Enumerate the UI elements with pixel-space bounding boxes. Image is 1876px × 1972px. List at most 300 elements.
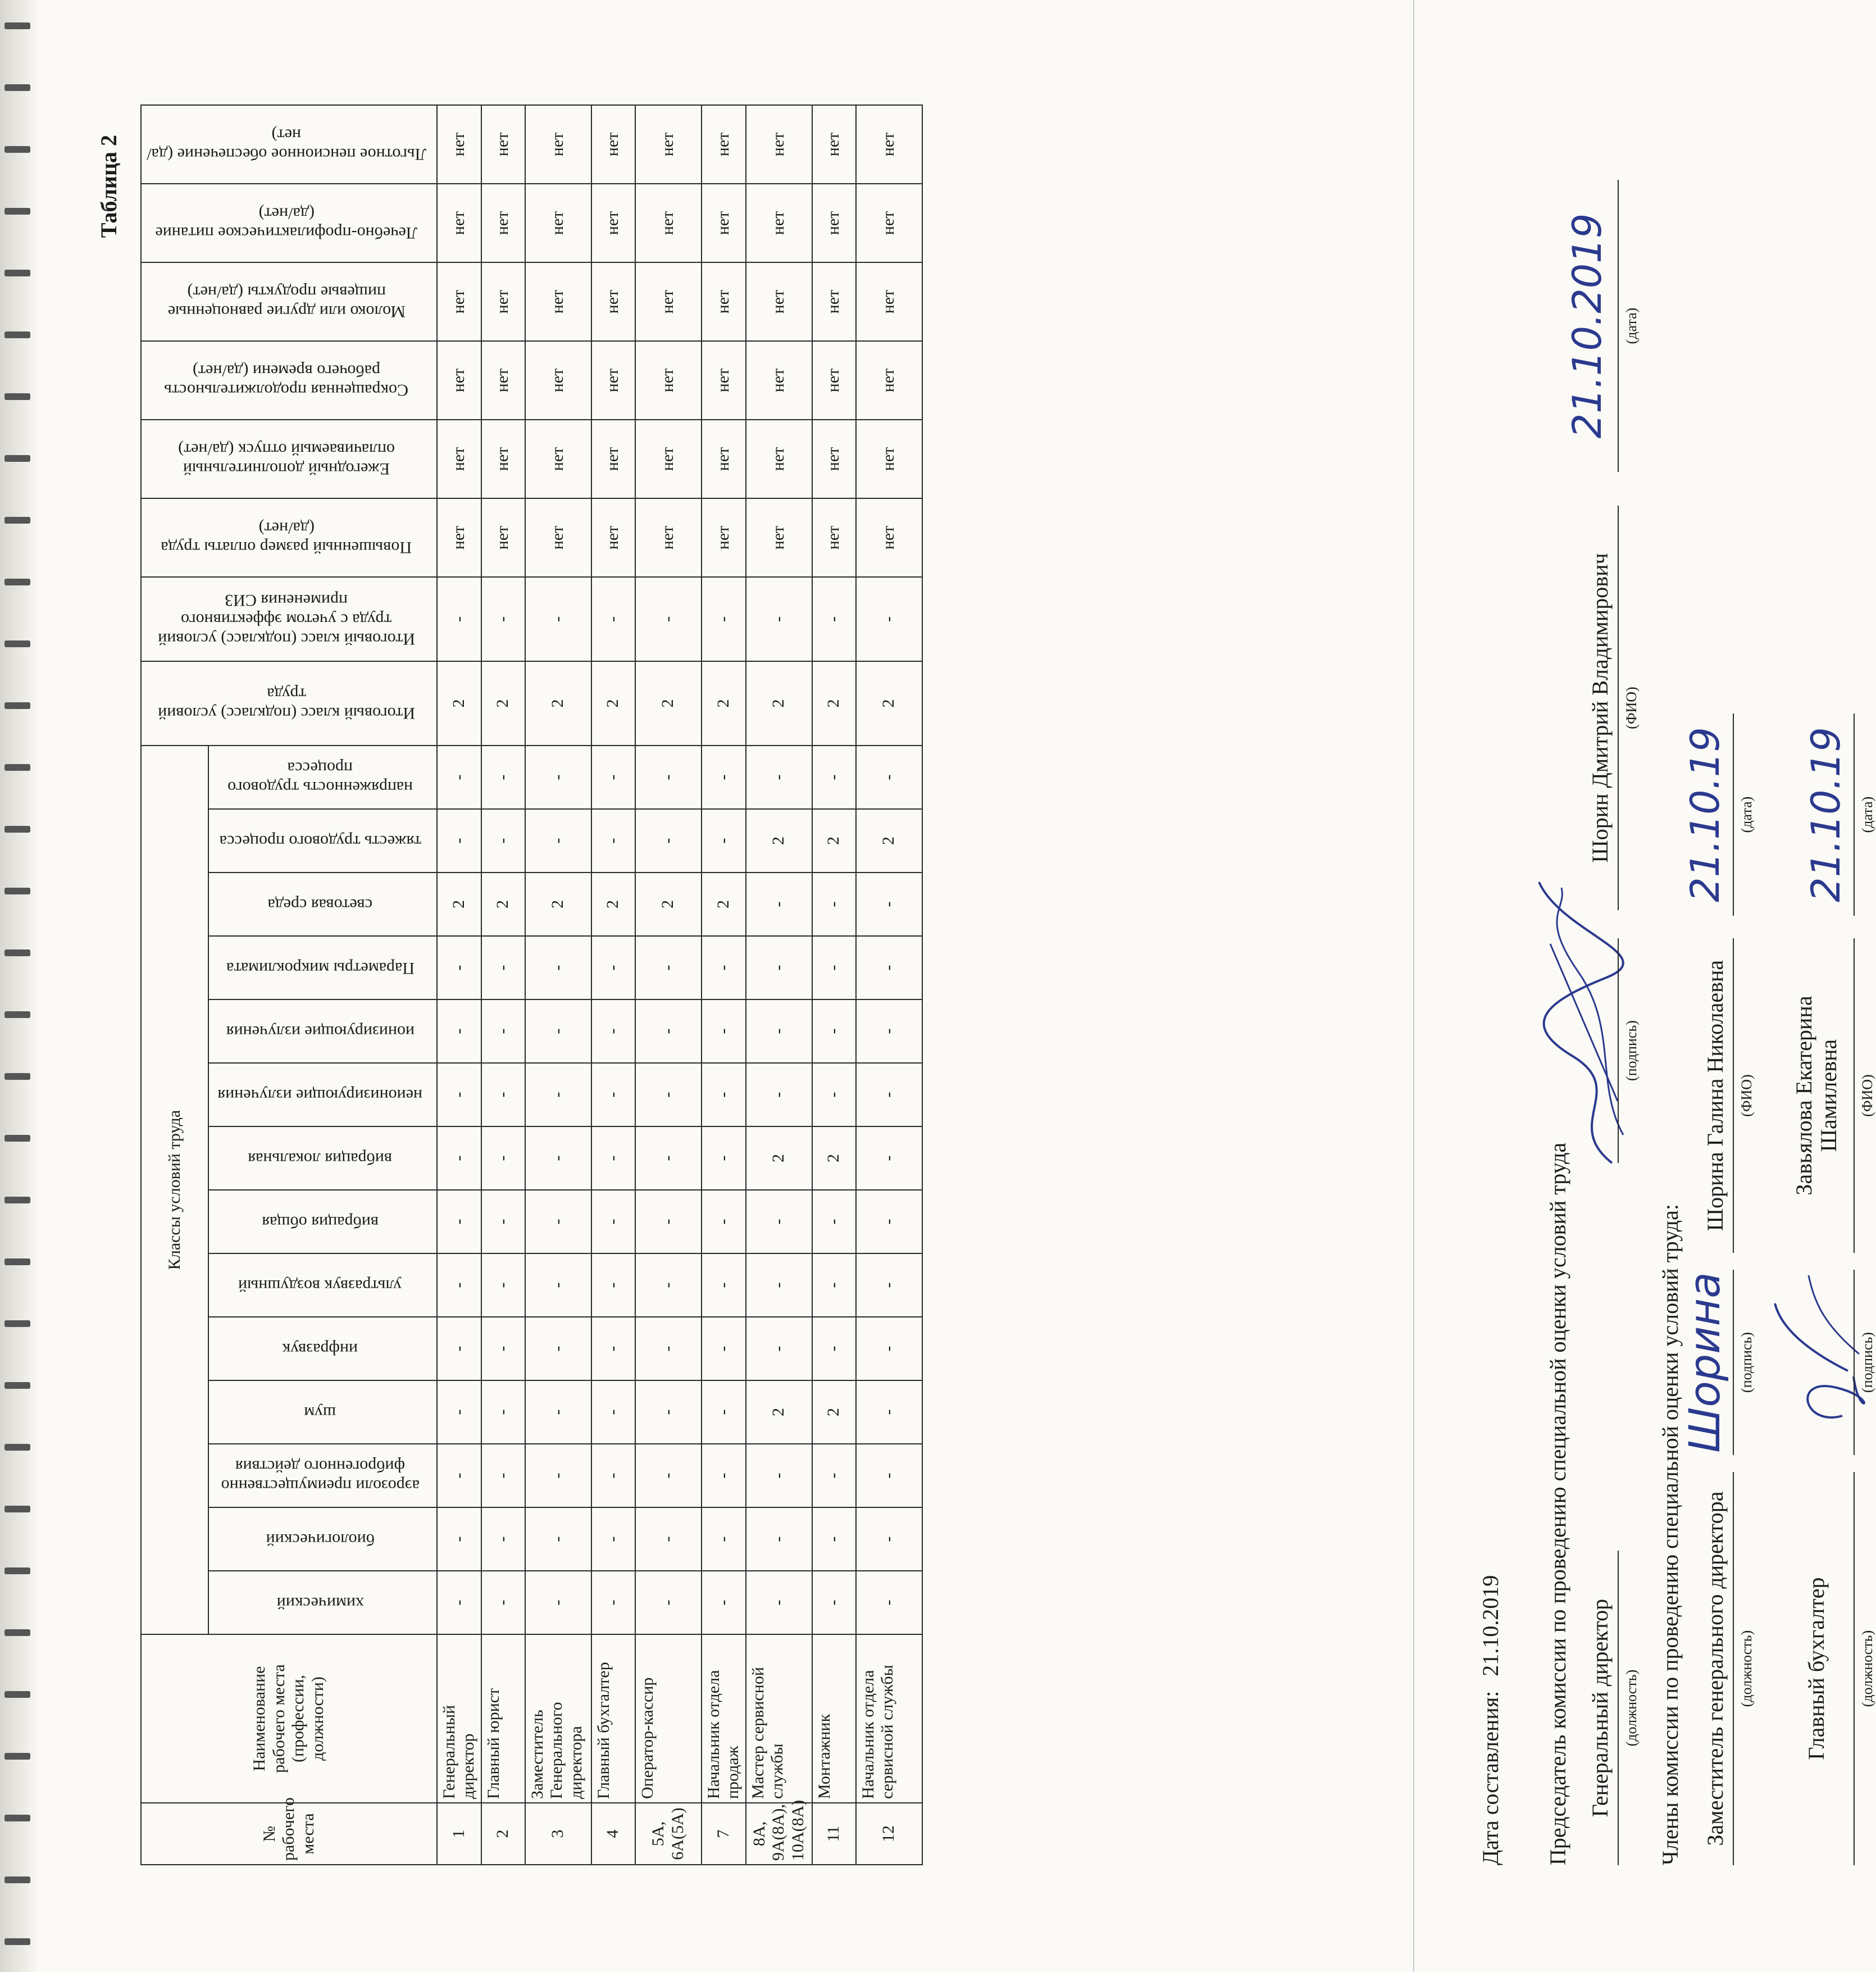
- header-milk: Молоко или другие равноценные пищевые продукты (да/нет): [141, 262, 437, 341]
- cell-factor-class: -: [635, 746, 702, 809]
- header-factor: вибрация локальная: [208, 1126, 437, 1190]
- cell-factor-class: 2: [481, 873, 525, 936]
- cell-extra: нет: [525, 498, 591, 577]
- cell-extra: нет: [812, 184, 856, 262]
- member2-sign-line: [1854, 1270, 1855, 1455]
- cell-extra: нет: [702, 105, 746, 184]
- cell-factor-class: -: [481, 936, 525, 999]
- cell-extra: нет: [525, 420, 591, 498]
- cell-extra: нет: [437, 262, 481, 341]
- cell-extra: нет: [702, 498, 746, 577]
- cell-extra: нет: [437, 105, 481, 184]
- cell-factor-class: 2: [746, 1380, 812, 1444]
- cell-factor-class: -: [856, 1380, 922, 1444]
- cell-workplace-name: Мастер сервисной службы: [746, 1634, 812, 1803]
- cell-factor-class: -: [812, 1444, 856, 1507]
- cell-factor-class: -: [437, 1507, 481, 1571]
- chairman-position-line: [1618, 1551, 1619, 1865]
- member1-sign-line: [1733, 1270, 1734, 1455]
- cell-factor-class: -: [702, 1507, 746, 1571]
- cell-workplace-name: Главный юрист: [481, 1634, 525, 1803]
- header-classes-group: Классы условий труда: [141, 746, 208, 1634]
- cell-factor-class: -: [525, 1126, 591, 1190]
- member2-fio: Завьялова Екатерина Шамилевна: [1791, 996, 1841, 1196]
- header-final-class: Итоговый класс (подкласс) условий труда: [141, 661, 437, 746]
- member1-fio: Шорина Галина Николаевна: [1702, 960, 1728, 1232]
- cell-factor-class: -: [635, 1507, 702, 1571]
- cell-workplace-name: Монтажник: [812, 1634, 856, 1803]
- header-factor: аэрозоли преимущественно фиброгенного действия: [208, 1444, 437, 1507]
- cell-final-class-siz: -: [746, 577, 812, 661]
- chairman-position: Генеральный директор: [1587, 1598, 1613, 1817]
- cell-final-class: 2: [481, 661, 525, 746]
- member2-fio-caption: (ФИО): [1859, 1074, 1875, 1117]
- cell-extra: нет: [702, 184, 746, 262]
- cell-factor-class: -: [702, 1126, 746, 1190]
- cell-final-class: 2: [746, 661, 812, 746]
- cell-factor-class: -: [856, 1190, 922, 1253]
- cell-extra: нет: [481, 105, 525, 184]
- cell-extra: нет: [635, 341, 702, 420]
- cell-factor-class: -: [856, 746, 922, 809]
- chairman-sign-caption: (подпись): [1623, 1020, 1640, 1081]
- header-factor: химический: [208, 1571, 437, 1634]
- table-row: [812, 105, 856, 1865]
- cell-factor-class: -: [702, 1317, 746, 1380]
- cell-factor-class: 2: [812, 1126, 856, 1190]
- cell-factor-class: -: [481, 999, 525, 1063]
- cell-factor-class: -: [591, 1444, 635, 1507]
- header-factor: неионизирующие излучения: [208, 1063, 437, 1126]
- cell-factor-class: 2: [746, 809, 812, 873]
- cell-factor-class: 2: [812, 809, 856, 873]
- cell-factor-class: -: [591, 1571, 635, 1634]
- cell-factor-class: -: [702, 1444, 746, 1507]
- cell-factor-class: -: [702, 746, 746, 809]
- binding-hole: [4, 826, 30, 833]
- member1-fio-line: [1733, 938, 1734, 1253]
- cell-factor-class: 2: [702, 873, 746, 936]
- cell-factor-class: -: [437, 809, 481, 873]
- chairman-heading: Председатель комиссии по проведению специальной оценки условий труда: [1545, 1142, 1570, 1865]
- cell-factor-class: -: [481, 809, 525, 873]
- members-heading: Члены комиссии по проведению специальной оценки условий труда:: [1658, 1204, 1683, 1865]
- cell-factor-class: -: [481, 1571, 525, 1634]
- member1-date-caption: (дата): [1738, 796, 1755, 833]
- member2-sign-caption: (подпись): [1859, 1332, 1875, 1393]
- member2-position-line: [1854, 1472, 1855, 1865]
- cell-factor-class: 2: [591, 873, 635, 936]
- date-label: Дата составления:: [1478, 1691, 1503, 1865]
- cell-factor-class: -: [591, 809, 635, 873]
- cell-extra: нет: [856, 262, 922, 341]
- binding-hole: [4, 949, 30, 956]
- table-row: [856, 105, 922, 1865]
- cell-workplace-no: 4: [591, 1803, 635, 1865]
- cell-factor-class: -: [437, 1571, 481, 1634]
- cell-factor-class: -: [702, 1253, 746, 1317]
- binding-hole: [4, 1135, 30, 1142]
- binding-hole: [4, 517, 30, 524]
- header-factor: тяжесть трудового процесса: [208, 809, 437, 873]
- cell-factor-class: -: [812, 936, 856, 999]
- cell-factor-class: -: [591, 1063, 635, 1126]
- cell-extra: нет: [481, 184, 525, 262]
- cell-final-class: 2: [525, 661, 591, 746]
- cell-final-class-siz: -: [437, 577, 481, 661]
- cell-extra: нет: [746, 420, 812, 498]
- cell-factor-class: -: [481, 1126, 525, 1190]
- cell-factor-class: -: [591, 746, 635, 809]
- binding-hole: [4, 579, 30, 585]
- cell-extra: нет: [812, 262, 856, 341]
- cell-final-class-siz: -: [591, 577, 635, 661]
- cell-extra: нет: [635, 184, 702, 262]
- cell-extra: нет: [635, 498, 702, 577]
- cell-extra: нет: [437, 341, 481, 420]
- scan-binding-strip: [0, 0, 39, 1972]
- member2-position-caption: (должность): [1859, 1630, 1875, 1707]
- cell-factor-class: -: [812, 999, 856, 1063]
- cell-extra: нет: [702, 420, 746, 498]
- binding-hole: [4, 1567, 30, 1574]
- cell-extra: нет: [481, 420, 525, 498]
- cell-factor-class: -: [746, 1507, 812, 1571]
- cell-factor-class: -: [746, 1253, 812, 1317]
- cell-factor-class: -: [635, 999, 702, 1063]
- cell-factor-class: 2: [746, 1126, 812, 1190]
- cell-extra: нет: [591, 105, 635, 184]
- cell-extra: нет: [856, 498, 922, 577]
- header-workplace-name: Наименование рабочего места (профессии, должности): [141, 1634, 437, 1803]
- cell-factor-class: -: [525, 746, 591, 809]
- cell-factor-class: -: [812, 1190, 856, 1253]
- cell-factor-class: -: [635, 1126, 702, 1190]
- cell-workplace-no: 3: [525, 1803, 591, 1865]
- cell-factor-class: -: [812, 1063, 856, 1126]
- cell-factor-class: -: [525, 1507, 591, 1571]
- cell-factor-class: -: [525, 1317, 591, 1380]
- cell-factor-class: -: [746, 1317, 812, 1380]
- cell-factor-class: -: [437, 1444, 481, 1507]
- cell-factor-class: -: [437, 1063, 481, 1126]
- cell-extra: нет: [481, 262, 525, 341]
- member1-position-caption: (должность): [1738, 1630, 1755, 1707]
- cell-extra: нет: [812, 498, 856, 577]
- cell-factor-class: -: [702, 1571, 746, 1634]
- binding-hole: [4, 270, 30, 276]
- header-extra-vacation: Ежегодный дополнительный оплачиваемый отпуск (да/нет): [141, 420, 437, 498]
- cell-factor-class: -: [525, 1380, 591, 1444]
- cell-extra: нет: [437, 498, 481, 577]
- member1-position: Заместитель генерального директора: [1702, 1491, 1728, 1846]
- cell-extra: нет: [481, 498, 525, 577]
- cell-workplace-no: 11: [812, 1803, 856, 1865]
- cell-extra: нет: [856, 184, 922, 262]
- cell-workplace-name: Генеральный директор: [437, 1634, 481, 1803]
- cell-factor-class: -: [437, 746, 481, 809]
- cell-factor-class: -: [702, 999, 746, 1063]
- cell-extra: нет: [437, 420, 481, 498]
- cell-factor-class: -: [746, 999, 812, 1063]
- header-factor: Параметры микроклимата: [208, 936, 437, 999]
- landscape-page: [96, 112, 1875, 1865]
- binding-hole: [4, 1320, 30, 1327]
- cell-final-class: 2: [635, 661, 702, 746]
- chairman-date: 21.10.2019: [1564, 213, 1610, 439]
- cell-final-class-siz: -: [525, 577, 591, 661]
- binding-hole: [4, 455, 30, 462]
- binding-hole: [4, 208, 30, 215]
- cell-extra: нет: [746, 105, 812, 184]
- binding-hole: [4, 1382, 30, 1389]
- binding-hole: [4, 640, 30, 647]
- table-row: [746, 105, 812, 1865]
- cell-factor-class: -: [746, 1190, 812, 1253]
- cell-extra: нет: [635, 105, 702, 184]
- working-conditions-table: [140, 104, 923, 1865]
- cell-factor-class: -: [746, 936, 812, 999]
- header-workplace-no: № рабочего места: [141, 1803, 437, 1865]
- chairman-date-line: [1618, 180, 1619, 472]
- cell-workplace-no: 1: [437, 1803, 481, 1865]
- header-factor: ультразвук воздушный: [208, 1253, 437, 1317]
- binding-hole: [4, 1629, 30, 1636]
- cell-factor-class: -: [481, 746, 525, 809]
- member2-position: Главный бухгалтер: [1804, 1577, 1829, 1760]
- cell-factor-class: -: [635, 1571, 702, 1634]
- compilation-date: [1477, 1575, 1504, 1865]
- cell-factor-class: -: [812, 1253, 856, 1317]
- cell-factor-class: -: [856, 936, 922, 999]
- cell-extra: нет: [746, 498, 812, 577]
- cell-factor-class: -: [635, 1063, 702, 1126]
- cell-factor-class: 2: [437, 873, 481, 936]
- member2-date-caption: (дата): [1859, 796, 1875, 833]
- cell-factor-class: -: [635, 1380, 702, 1444]
- cell-factor-class: -: [481, 1317, 525, 1380]
- chairman-fio-line: [1618, 506, 1619, 910]
- binding-hole: [4, 1691, 30, 1698]
- cell-factor-class: -: [812, 873, 856, 936]
- cell-factor-class: -: [591, 999, 635, 1063]
- cell-extra: нет: [746, 184, 812, 262]
- header-factor: ионизирующие излучения: [208, 999, 437, 1063]
- cell-factor-class: -: [746, 873, 812, 936]
- cell-factor-class: -: [856, 1253, 922, 1317]
- member2-signature-icon: [1769, 1270, 1865, 1438]
- cell-workplace-no: 2: [481, 1803, 525, 1865]
- cell-extra: нет: [591, 341, 635, 420]
- binding-hole: [4, 1444, 30, 1451]
- cell-final-class: 2: [591, 661, 635, 746]
- cell-extra: нет: [746, 262, 812, 341]
- cell-factor-class: -: [525, 1444, 591, 1507]
- cell-factor-class: -: [856, 1126, 922, 1190]
- cell-extra: нет: [812, 420, 856, 498]
- binding-hole: [4, 393, 30, 400]
- member2-fio-line: [1854, 938, 1855, 1253]
- cell-factor-class: -: [812, 1317, 856, 1380]
- chairman-position-caption: (должность): [1623, 1669, 1640, 1747]
- binding-hole: [4, 1938, 30, 1945]
- cell-factor-class: -: [437, 1126, 481, 1190]
- cell-factor-class: -: [525, 1190, 591, 1253]
- cell-final-class: 2: [702, 661, 746, 746]
- table-body: [437, 105, 922, 1865]
- cell-extra: нет: [702, 262, 746, 341]
- table-row: [635, 105, 702, 1865]
- binding-hole: [4, 1073, 30, 1080]
- cell-workplace-name: Начальник отдела сервисной службы: [856, 1634, 922, 1803]
- cell-factor-class: -: [856, 1444, 922, 1507]
- cell-factor-class: -: [591, 1253, 635, 1317]
- header-factor: световая среда: [208, 873, 437, 936]
- binding-hole: [4, 1753, 30, 1760]
- cell-factor-class: -: [591, 1190, 635, 1253]
- cell-extra: нет: [635, 262, 702, 341]
- binding-hole: [4, 84, 30, 91]
- cell-extra: нет: [525, 105, 591, 184]
- cell-workplace-no: 5А, 6А(5А): [635, 1803, 702, 1865]
- cell-factor-class: -: [635, 1253, 702, 1317]
- cell-factor-class: -: [856, 1317, 922, 1380]
- cell-factor-class: -: [525, 1253, 591, 1317]
- cell-extra: нет: [525, 341, 591, 420]
- table-row: [481, 105, 525, 1865]
- header-factor: шум: [208, 1380, 437, 1444]
- header-factor: инфразвук: [208, 1317, 437, 1380]
- cell-factor-class: -: [746, 1444, 812, 1507]
- cell-factor-class: -: [702, 1063, 746, 1126]
- cell-factor-class: -: [591, 936, 635, 999]
- cell-factor-class: -: [525, 936, 591, 999]
- cell-extra: нет: [525, 184, 591, 262]
- cell-extra: нет: [481, 341, 525, 420]
- binding-hole: [4, 146, 30, 153]
- cell-workplace-name: Оператор-кассир: [635, 1634, 702, 1803]
- chairman-date-caption: (дата): [1623, 307, 1640, 344]
- cell-factor-class: -: [525, 1063, 591, 1126]
- cell-extra: нет: [702, 341, 746, 420]
- cell-factor-class: -: [591, 1317, 635, 1380]
- binding-hole: [4, 1815, 30, 1821]
- cell-extra: нет: [746, 341, 812, 420]
- cell-factor-class: -: [591, 1507, 635, 1571]
- cell-factor-class: 2: [812, 1380, 856, 1444]
- table-row: [702, 105, 746, 1865]
- cell-factor-class: -: [635, 1444, 702, 1507]
- cell-extra: нет: [525, 262, 591, 341]
- cell-factor-class: -: [856, 1507, 922, 1571]
- cell-extra: нет: [856, 341, 922, 420]
- cell-factor-class: -: [856, 999, 922, 1063]
- table-row: [525, 105, 591, 1865]
- binding-hole: [4, 1011, 30, 1018]
- member1-date-line: [1733, 714, 1734, 916]
- binding-hole: [4, 702, 30, 709]
- header-preventive-food: Лечебно-профилактическое питание (да/нет): [141, 184, 437, 262]
- cell-factor-class: -: [856, 1063, 922, 1126]
- cell-workplace-no: 7: [702, 1803, 746, 1865]
- binding-hole: [4, 331, 30, 338]
- cell-extra: нет: [591, 184, 635, 262]
- date-value: 21.10.2019: [1478, 1575, 1503, 1676]
- cell-factor-class: -: [635, 1190, 702, 1253]
- binding-hole: [4, 1506, 30, 1512]
- cell-factor-class: -: [481, 1444, 525, 1507]
- binding-hole: [4, 22, 30, 29]
- binding-hole: [4, 1876, 30, 1883]
- table-row: [591, 105, 635, 1865]
- cell-extra: нет: [591, 420, 635, 498]
- binding-hole: [4, 764, 30, 771]
- cell-factor-class: -: [481, 1063, 525, 1126]
- cell-extra: нет: [591, 262, 635, 341]
- binding-hole: [4, 888, 30, 894]
- header-reduced-hours: Сокращенная продолжительность рабочего времени (да/нет): [141, 341, 437, 420]
- cell-final-class: 2: [812, 661, 856, 746]
- cell-factor-class: -: [437, 1253, 481, 1317]
- cell-extra: нет: [856, 105, 922, 184]
- cell-factor-class: -: [437, 999, 481, 1063]
- cell-factor-class: -: [437, 1190, 481, 1253]
- cell-factor-class: -: [702, 936, 746, 999]
- cell-extra: нет: [437, 184, 481, 262]
- cell-factor-class: -: [812, 1571, 856, 1634]
- table-caption: Таблица 2: [96, 135, 121, 238]
- cell-final-class-siz: -: [856, 577, 922, 661]
- header-factor: биологический: [208, 1507, 437, 1571]
- cell-extra: нет: [856, 420, 922, 498]
- member1-sign-caption: (подпись): [1738, 1332, 1755, 1393]
- cell-factor-class: -: [437, 936, 481, 999]
- header-factor: напряженность трудового процесса: [208, 746, 437, 809]
- cell-final-class-siz: -: [481, 577, 525, 661]
- cell-final-class: 2: [856, 661, 922, 746]
- cell-factor-class: 2: [525, 873, 591, 936]
- cell-factor-class: -: [746, 746, 812, 809]
- cell-factor-class: -: [812, 746, 856, 809]
- cell-workplace-no: 12: [856, 1803, 922, 1865]
- cell-factor-class: 2: [856, 809, 922, 873]
- chairman-fio-caption: (ФИО): [1623, 687, 1640, 729]
- cell-workplace-name: Главный бухгалтер: [591, 1634, 635, 1803]
- cell-factor-class: -: [635, 1317, 702, 1380]
- cell-workplace-no: 8А, 9А(8А), 10А(8А): [746, 1803, 812, 1865]
- member1-fio-caption: (ФИО): [1738, 1074, 1755, 1117]
- cell-factor-class: -: [591, 1380, 635, 1444]
- header-pension: Льготное пенсионное обеспечение (да/нет): [141, 105, 437, 184]
- cell-extra: нет: [812, 341, 856, 420]
- cell-factor-class: -: [525, 809, 591, 873]
- cell-workplace-name: Начальник отдела продаж: [702, 1634, 746, 1803]
- cell-workplace-name: Заместитель Генерального директора: [525, 1634, 591, 1803]
- binding-hole: [4, 1197, 30, 1203]
- cell-extra: нет: [635, 420, 702, 498]
- header-final-class-siz: Итоговый класс (подкласс) условий труда с учетом эффективного применения СИЗ: [141, 577, 437, 661]
- cell-final-class-siz: -: [702, 577, 746, 661]
- chairman-fio: Шорин Дмитрий Владимирович: [1587, 553, 1613, 863]
- cell-factor-class: -: [635, 809, 702, 873]
- binding-hole: [4, 1258, 30, 1265]
- member1-signature: Шорина: [1679, 1272, 1729, 1453]
- cell-extra: нет: [591, 498, 635, 577]
- cell-final-class-siz: -: [812, 577, 856, 661]
- cell-factor-class: -: [525, 999, 591, 1063]
- member1-position-line: [1733, 1472, 1734, 1865]
- cell-final-class-siz: -: [635, 577, 702, 661]
